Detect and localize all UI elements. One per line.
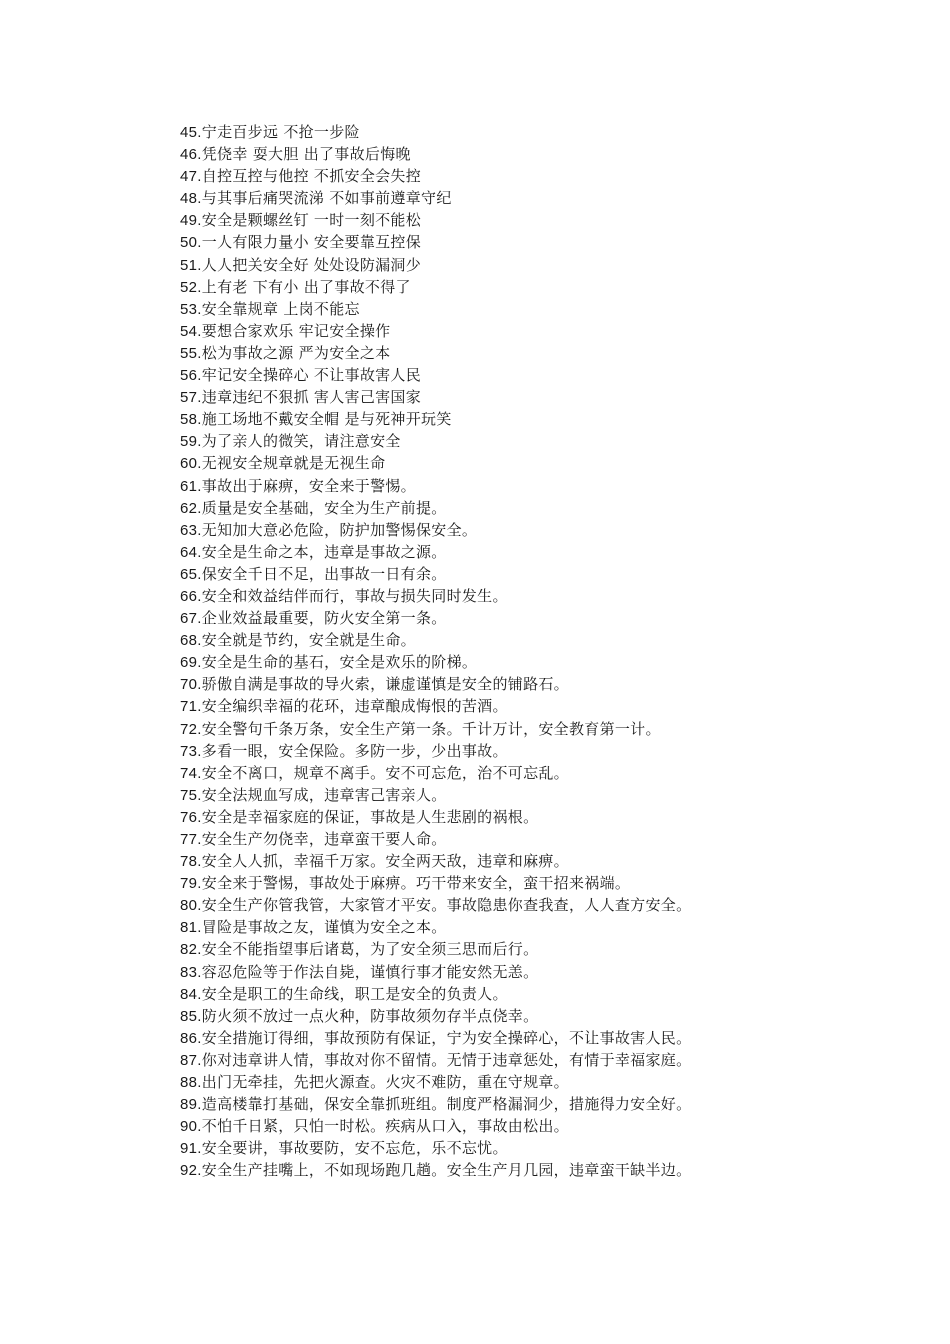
item-number: 55. bbox=[180, 344, 202, 362]
item-text: 防火须不放过一点火种，防事故须勿存半点侥幸。 bbox=[201, 1006, 539, 1025]
list-item bbox=[180, 430, 840, 452]
item-text: 安全是职工的生命线，职工是安全的负责人。 bbox=[201, 984, 508, 1003]
item-text: 安全和效益结伴而行，事故与损失同时发生。 bbox=[201, 586, 508, 605]
list-item bbox=[180, 1027, 840, 1049]
item-number: 86. bbox=[180, 1029, 202, 1047]
list-item bbox=[180, 894, 840, 916]
item-number: 60. bbox=[180, 455, 202, 473]
list-item bbox=[180, 784, 840, 806]
item-text: 无视安全规章就是无视生命 bbox=[201, 454, 386, 473]
item-number: 70. bbox=[180, 676, 202, 694]
list-item bbox=[180, 121, 840, 143]
list-item bbox=[180, 342, 840, 364]
item-text: 造高楼靠打基础，保安全靠抓班组。制度严格漏洞少，措施得力安全好。 bbox=[201, 1095, 692, 1114]
item-number: 53. bbox=[180, 300, 202, 318]
item-text: 安全措施订得细，事故预防有保证，宁为安全操碎心，不让事故害人民。 bbox=[201, 1028, 692, 1047]
item-number: 68. bbox=[180, 632, 202, 650]
item-number: 64. bbox=[180, 543, 202, 561]
list-item bbox=[180, 541, 840, 563]
list-item bbox=[180, 1137, 840, 1159]
item-number: 58. bbox=[180, 411, 202, 429]
item-number: 73. bbox=[180, 742, 202, 760]
item-text: 骄傲自满是事故的导火索，谦虚谨慎是安全的铺路石。 bbox=[201, 675, 569, 694]
item-number: 51. bbox=[180, 256, 202, 274]
item-text: 宁走百步远 不抢一步险 bbox=[201, 123, 360, 141]
item-number: 79. bbox=[180, 875, 202, 893]
item-number: 80. bbox=[180, 897, 202, 915]
list-item bbox=[180, 938, 840, 960]
item-text: 安全是颗螺丝钉 一时一刻不能松 bbox=[201, 211, 422, 230]
item-number: 78. bbox=[180, 853, 202, 871]
list-item bbox=[180, 187, 840, 209]
item-text: 安全靠规章 上岗不能忘 bbox=[201, 299, 360, 318]
list-item bbox=[180, 298, 840, 320]
list-item bbox=[180, 872, 840, 894]
item-text: 要想合家欢乐 牢记安全操作 bbox=[201, 321, 391, 340]
item-text: 安全人人抓，幸福千万家。安全两天敌，违章和麻痹。 bbox=[201, 852, 569, 871]
item-number: 91. bbox=[180, 1140, 202, 1158]
item-text: 安全来于警惕，事故处于麻痹。巧干带来安全，蛮干招来祸端。 bbox=[201, 874, 631, 893]
item-number: 47. bbox=[180, 168, 202, 186]
item-text: 安全是幸福家庭的保证，事故是人生悲剧的祸根。 bbox=[201, 807, 539, 826]
list-item bbox=[180, 320, 840, 342]
item-text: 安全不离口，规章不离手。安不可忘危，治不可忘乱。 bbox=[201, 763, 569, 782]
list-item bbox=[180, 519, 840, 541]
list-item bbox=[180, 1005, 840, 1027]
list-item bbox=[180, 209, 840, 231]
item-number: 49. bbox=[180, 212, 202, 230]
item-number: 75. bbox=[180, 786, 202, 804]
item-number: 48. bbox=[180, 190, 202, 208]
list-item bbox=[180, 1159, 840, 1181]
list-item bbox=[180, 452, 840, 474]
list-item bbox=[180, 1093, 840, 1115]
item-number: 90. bbox=[180, 1118, 202, 1136]
item-number: 56. bbox=[180, 367, 202, 385]
list-item bbox=[180, 143, 840, 165]
item-number: 62. bbox=[180, 499, 202, 517]
item-text: 安全要讲，事故要防，安不忘危，乐不忘忧。 bbox=[201, 1139, 508, 1158]
item-number: 63. bbox=[180, 521, 202, 539]
list-item bbox=[180, 475, 840, 497]
item-number: 57. bbox=[180, 389, 202, 407]
item-text: 保安全千日不足，出事故一日有余。 bbox=[201, 564, 447, 583]
item-number: 87. bbox=[180, 1051, 202, 1069]
item-number: 82. bbox=[180, 941, 202, 959]
item-text: 不怕千日紧，只怕一时松。疾病从口入，事故由松出。 bbox=[201, 1117, 569, 1136]
list-item bbox=[180, 231, 840, 253]
list-item bbox=[180, 673, 840, 695]
list-item bbox=[180, 961, 840, 983]
item-number: 81. bbox=[180, 919, 202, 937]
list-item bbox=[180, 563, 840, 585]
item-text: 与其事后痛哭流涕 不如事前遵章守纪 bbox=[201, 189, 452, 208]
list-item bbox=[180, 408, 840, 430]
list-item bbox=[180, 762, 840, 784]
item-text: 质量是安全基础，安全为生产前提。 bbox=[201, 498, 447, 517]
list-item bbox=[180, 1115, 840, 1137]
item-number: 85. bbox=[180, 1007, 202, 1025]
list-item bbox=[180, 916, 840, 938]
item-text: 无知加大意必危险，防护加警惕保安全。 bbox=[201, 520, 478, 539]
item-text: 安全法规血写成，违章害己害亲人。 bbox=[201, 785, 447, 804]
list-item bbox=[180, 828, 840, 850]
item-number: 65. bbox=[180, 565, 202, 583]
item-text: 为了亲人的微笑，请注意安全 bbox=[201, 432, 401, 451]
item-text: 安全生产勿侥幸，违章蛮干要人命。 bbox=[201, 830, 447, 848]
item-number: 59. bbox=[180, 433, 202, 451]
item-text: 安全编织幸福的花环，违章酿成悔恨的苦酒。 bbox=[201, 697, 508, 716]
item-number: 45. bbox=[180, 124, 202, 141]
item-text: 自控互控与他控 不抓安全会失控 bbox=[201, 167, 422, 186]
list-item bbox=[180, 585, 840, 607]
list-item bbox=[180, 983, 840, 1005]
list-item bbox=[180, 850, 840, 872]
item-text: 安全是生命之本，违章是事故之源。 bbox=[201, 542, 447, 561]
item-text: 冒险是事故之友，谨慎为安全之本。 bbox=[201, 918, 447, 937]
item-number: 50. bbox=[180, 234, 202, 252]
item-number: 77. bbox=[180, 831, 202, 848]
list-item bbox=[180, 607, 840, 629]
item-text: 施工场地不戴安全帽 是与死神开玩笑 bbox=[201, 410, 452, 429]
list-item bbox=[180, 276, 840, 298]
item-number: 74. bbox=[180, 764, 202, 782]
item-text: 安全不能指望事后诸葛，为了安全须三思而后行。 bbox=[201, 940, 539, 959]
list-item bbox=[180, 1071, 840, 1093]
item-number: 71. bbox=[180, 698, 202, 716]
item-text: 多看一眼，安全保险。多防一步，少出事故。 bbox=[201, 741, 508, 760]
item-number: 69. bbox=[180, 654, 202, 672]
item-number: 89. bbox=[180, 1096, 202, 1114]
slogan-list bbox=[180, 121, 840, 1182]
item-text: 牢记安全操碎心 不让事故害人民 bbox=[201, 366, 422, 385]
list-item bbox=[180, 740, 840, 762]
item-text: 企业效益最重要，防火安全第一条。 bbox=[201, 609, 447, 628]
item-text: 事故出于麻痹，安全来于警惕。 bbox=[201, 476, 416, 495]
item-text: 人人把关安全好 处处设防漏洞少 bbox=[201, 255, 422, 274]
item-text: 安全生产你管我管，大家管才平安。事故隐患你查我查，人人查方安全。 bbox=[201, 896, 692, 915]
item-number: 76. bbox=[180, 808, 202, 826]
item-number: 88. bbox=[180, 1074, 202, 1092]
item-text: 你对违章讲人情，事故对你不留情。无情于违章惩处，有情于幸福家庭。 bbox=[201, 1050, 692, 1069]
list-item bbox=[180, 806, 840, 828]
list-item bbox=[180, 364, 840, 386]
list-item bbox=[180, 629, 840, 651]
list-item bbox=[180, 695, 840, 717]
item-text: 凭侥幸 耍大胆 出了事故后悔晚 bbox=[201, 145, 411, 164]
list-item bbox=[180, 165, 840, 187]
item-number: 54. bbox=[180, 322, 202, 340]
list-item bbox=[180, 386, 840, 408]
list-item bbox=[180, 254, 840, 276]
item-text: 容忍危险等于作法自毙，谨慎行事才能安然无恙。 bbox=[201, 962, 539, 981]
item-number: 52. bbox=[180, 278, 202, 296]
list-item bbox=[180, 651, 840, 673]
list-item bbox=[180, 718, 840, 740]
item-text: 一人有限力量小 安全要靠互控保 bbox=[201, 233, 422, 252]
item-number: 84. bbox=[180, 985, 202, 1003]
item-text: 出门无牵挂，先把火源查。火灾不难防，重在守规章。 bbox=[201, 1073, 569, 1092]
item-text: 安全是生命的基石，安全是欢乐的阶梯。 bbox=[201, 653, 478, 672]
item-text: 安全警句千条万条，安全生产第一条。千计万计，安全教育第一计。 bbox=[201, 719, 661, 738]
item-number: 66. bbox=[180, 587, 202, 605]
item-number: 72. bbox=[180, 720, 202, 738]
item-number: 61. bbox=[180, 477, 202, 495]
item-number: 67. bbox=[180, 610, 202, 628]
item-text: 违章违纪不狠抓 害人害己害国家 bbox=[201, 388, 422, 407]
item-text: 安全就是节约，安全就是生命。 bbox=[201, 631, 416, 650]
list-item bbox=[180, 497, 840, 519]
item-text: 上有老 下有小 出了事故不得了 bbox=[201, 277, 411, 296]
item-text: 松为事故之源 严为安全之本 bbox=[201, 343, 391, 362]
item-number: 92. bbox=[180, 1162, 202, 1180]
list-item bbox=[180, 1049, 840, 1071]
item-number: 46. bbox=[180, 146, 202, 164]
item-text: 安全生产挂嘴上，不如现场跑几趟。安全生产月几园，违章蛮干缺半边。 bbox=[201, 1161, 692, 1180]
item-number: 83. bbox=[180, 963, 202, 981]
